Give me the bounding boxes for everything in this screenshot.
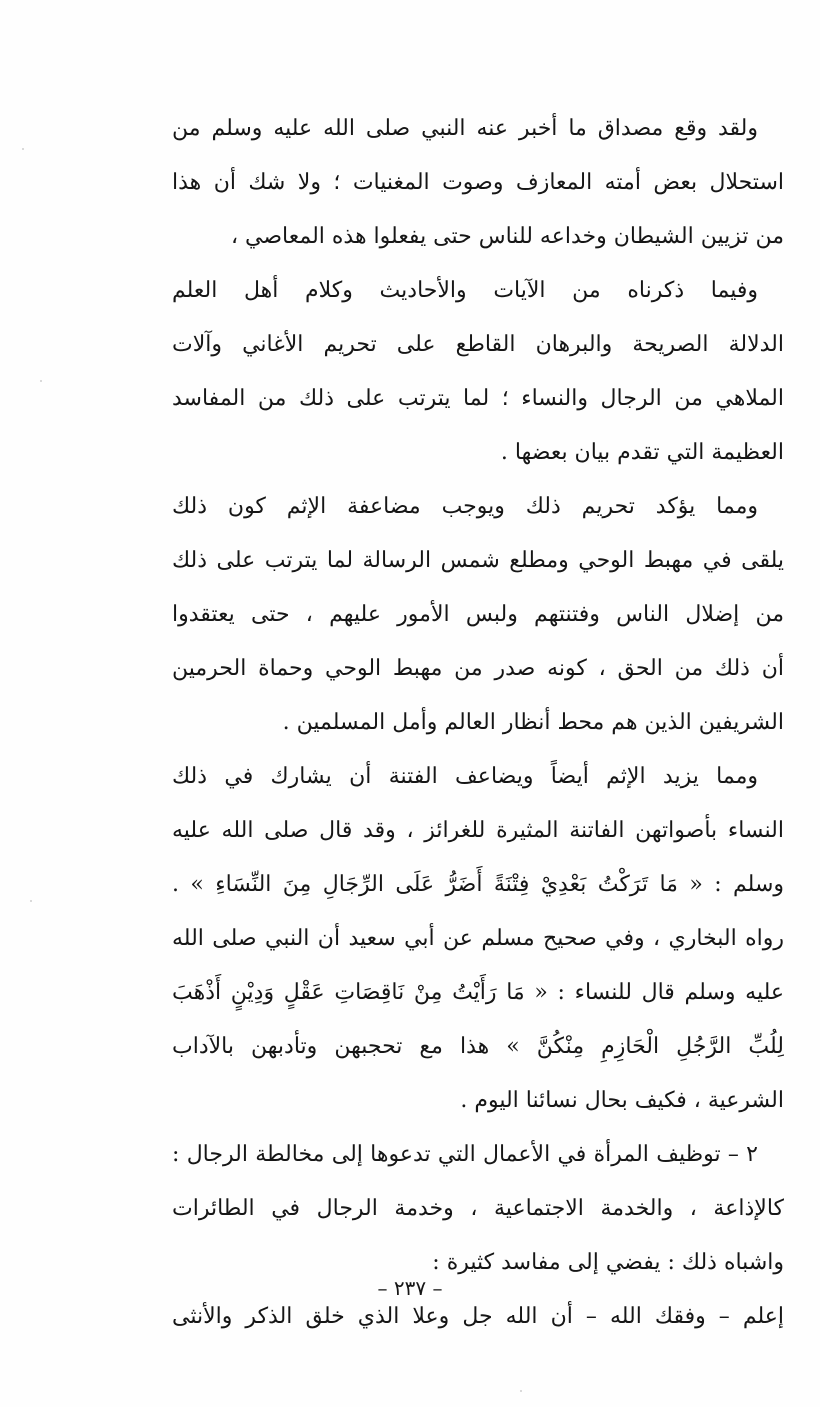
body-text (172, 102, 784, 1344)
text-line: عليه وسلم قال للنساء : « مَا رَأَيْتُ مِنْ نَاقِصَاتِ عَقْلٍ وَدِيْنٍ أَذْهَبَ (172, 980, 784, 1005)
scan-speck (520, 1390, 522, 1392)
text-line: من إضلال الناس وفتنتهم ولبس الأمور عليهم ، حتى يعتقدوا (172, 602, 784, 627)
text-line: وسلم : « مَا تَرَكْتُ بَعْدِيْ فِتْنَةً أَضَرُّ عَلَى الرِّجَالِ مِنَ النِّسَاءِ » . (172, 872, 784, 897)
text-line: ومما يؤكد تحريم ذلك ويوجب مضاعفة الإثم كون ذلك (172, 494, 758, 519)
text-line: الشريفين الذين هم محط أنظار العالم وأمل المسلمين . (282, 710, 784, 735)
text-line: العظيمة التي تقدم بيان بعضها . (500, 440, 784, 465)
text-line: واشباه ذلك : يفضي إلى مفاسد كثيرة : (432, 1250, 784, 1275)
scan-speck (22, 148, 24, 150)
text-line: ولقد وقع مصداق ما أخبر عنه النبي صلى الله عليه وسلم من (172, 116, 758, 141)
text-line: استحلال بعض أمته المعازف وصوت المغنيات ؛ ولا شك أن هذا (172, 170, 784, 195)
text-line: إعلم – وفقك الله – أن الله جل وعلا الذي خلق الذكر والأنثى (172, 1304, 784, 1329)
text-line: الملاهي من الرجال والنساء ؛ لما يترتب على ذلك من المفاسد (172, 386, 784, 411)
scan-speck (30, 900, 32, 902)
text-line: يلقى في مهبط الوحي ومطلع شمس الرسالة لما يترتب على ذلك (172, 548, 784, 573)
text-line: ومما يزيد الإثم أيضاً ويضاعف الفتنة أن يشارك في ذلك (172, 764, 758, 789)
text-line: رواه البخاري ، وفي صحيح مسلم عن أبي سعيد أن النبي صلى الله (172, 926, 784, 951)
text-line: لِلُبِّ الرَّجُلِ الْحَازِمِ مِنْكُنَّ » هذا مع تحجبهن وتأدبهن بالآداب (172, 1034, 784, 1059)
scan-speck (40, 380, 42, 382)
text-line: الدلالة الصريحة والبرهان القاطع على تحريم الأغاني وآلات (172, 332, 784, 357)
text-line: وفيما ذكرناه من الآيات والأحاديث وكلام أهل العلم (172, 278, 758, 303)
text-line: أن ذلك من الحق ، كونه صدر من مهبط الوحي وحماة الحرمين (172, 656, 784, 681)
text-line: كالإذاعة ، والخدمة الاجتماعية ، وخدمة الرجال في الطائرات (172, 1196, 784, 1221)
section-heading-line: ٢ – توظيف المرأة في الأعمال التي تدعوها إلى مخالطة الرجال : (172, 1142, 758, 1167)
text-line: من تزيين الشيطان وخداعه للناس حتى يفعلوا هذه المعاصي ، (230, 224, 784, 249)
text-line: الشرعية ، فكيف بحال نسائنا اليوم . (460, 1088, 784, 1113)
text-line: النساء بأصواتهن الفاتنة المثيرة للغرائز ، وقد قال صلى الله عليه (172, 818, 784, 843)
page-number: – ٢٣٧ – (377, 1276, 443, 1300)
